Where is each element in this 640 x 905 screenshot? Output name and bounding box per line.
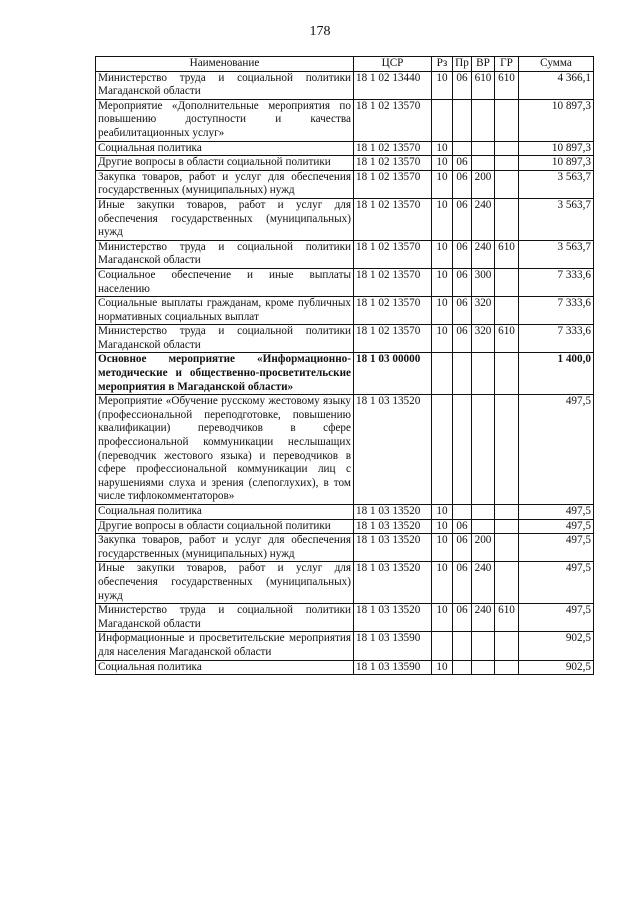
cell-rz: 10 [432, 71, 453, 99]
cell-gr: 610 [495, 71, 519, 99]
table-row [96, 156, 594, 171]
cell-sum: 902,5 [519, 660, 594, 675]
cell-csr: 18 1 03 13520 [354, 519, 432, 534]
cell-sum: 902,5 [519, 632, 594, 660]
cell-gr [495, 99, 519, 141]
cell-csr: 18 1 02 13570 [354, 170, 432, 198]
cell-pr: 06 [453, 519, 472, 534]
cell-rz: 10 [432, 240, 453, 268]
cell-csr: 18 1 02 13570 [354, 325, 432, 353]
cell-gr [495, 562, 519, 604]
table-row [96, 268, 594, 296]
cell-name: Мероприятие «Обучение русскому жестовому языку (профессиональной переподготовке, повышению квалификации) переводчиков в сфере профессиональной коммуникации неслышащих (переводчик жестового языка) и переводчиков в сфере профессиональной коммуникации лиц с нарушениями слуха и зрения (слепоглухих), в том числе тифлокомментаторов» [96, 395, 354, 505]
cell-vr [472, 505, 495, 520]
cell-gr [495, 170, 519, 198]
cell-sum: 497,5 [519, 519, 594, 534]
cell-pr: 06 [453, 562, 472, 604]
header-rz: Рз [432, 57, 453, 72]
cell-vr: 240 [472, 562, 495, 604]
cell-name: Иные закупки товаров, работ и услуг для обеспечения государственных (муниципальных) нужд [96, 562, 354, 604]
cell-vr [472, 353, 495, 395]
cell-rz: 10 [432, 141, 453, 156]
cell-csr: 18 1 02 13570 [354, 99, 432, 141]
cell-csr: 18 1 03 13590 [354, 660, 432, 675]
cell-gr: 610 [495, 325, 519, 353]
cell-sum: 497,5 [519, 534, 594, 562]
page-number: 178 [309, 24, 331, 39]
cell-gr [495, 505, 519, 520]
cell-rz [432, 99, 453, 141]
cell-sum: 7 333,6 [519, 297, 594, 325]
cell-name: Министерство труда и социальной политики Магаданской области [96, 604, 354, 632]
cell-pr [453, 99, 472, 141]
cell-name: Основное мероприятие «Информационно-методические и общественно-просветительские мероприятия в Магаданской области» [96, 353, 354, 395]
cell-pr: 06 [453, 534, 472, 562]
header-gr: ГР [495, 57, 519, 72]
table-row [96, 519, 594, 534]
cell-sum: 497,5 [519, 604, 594, 632]
cell-csr: 18 1 02 13570 [354, 240, 432, 268]
cell-rz: 10 [432, 660, 453, 675]
cell-rz: 10 [432, 562, 453, 604]
cell-rz: 10 [432, 170, 453, 198]
cell-csr: 18 1 02 13570 [354, 198, 432, 240]
table-row [96, 71, 594, 99]
cell-csr: 18 1 03 13520 [354, 395, 432, 505]
cell-csr: 18 1 03 13520 [354, 505, 432, 520]
table-row [96, 562, 594, 604]
cell-csr: 18 1 02 13570 [354, 297, 432, 325]
cell-gr: 610 [495, 240, 519, 268]
table-row [96, 240, 594, 268]
cell-sum: 7 333,6 [519, 325, 594, 353]
cell-vr: 240 [472, 240, 495, 268]
table-row [96, 325, 594, 353]
cell-pr [453, 141, 472, 156]
header-vr: ВР [472, 57, 495, 72]
cell-name: Социальные выплаты гражданам, кроме публичных нормативных социальных выплат [96, 297, 354, 325]
cell-name: Другие вопросы в области социальной политики [96, 156, 354, 171]
cell-sum: 3 563,7 [519, 170, 594, 198]
cell-name: Социальная политика [96, 505, 354, 520]
cell-rz [432, 632, 453, 660]
cell-pr [453, 505, 472, 520]
cell-sum: 3 563,7 [519, 198, 594, 240]
cell-pr [453, 660, 472, 675]
table-row [96, 395, 594, 505]
cell-rz: 10 [432, 198, 453, 240]
cell-rz [432, 353, 453, 395]
cell-name: Другие вопросы в области социальной политики [96, 519, 354, 534]
budget-table [95, 56, 594, 675]
cell-csr: 18 1 03 13590 [354, 632, 432, 660]
cell-gr [495, 198, 519, 240]
cell-vr [472, 660, 495, 675]
cell-name: Информационные и просветительские мероприятия для населения Магаданской области [96, 632, 354, 660]
cell-rz: 10 [432, 268, 453, 296]
cell-rz: 10 [432, 505, 453, 520]
cell-vr: 200 [472, 170, 495, 198]
cell-gr [495, 141, 519, 156]
cell-vr: 610 [472, 71, 495, 99]
cell-sum: 497,5 [519, 562, 594, 604]
table-row [96, 297, 594, 325]
cell-name: Министерство труда и социальной политики Магаданской области [96, 240, 354, 268]
cell-sum: 10 897,3 [519, 141, 594, 156]
cell-sum: 7 333,6 [519, 268, 594, 296]
cell-sum: 4 366,1 [519, 71, 594, 99]
header-pr: Пр [453, 57, 472, 72]
table-row [96, 198, 594, 240]
cell-sum: 497,5 [519, 395, 594, 505]
cell-vr [472, 395, 495, 505]
cell-sum: 10 897,3 [519, 156, 594, 171]
cell-gr [495, 660, 519, 675]
cell-pr: 06 [453, 604, 472, 632]
cell-name: Закупка товаров, работ и услуг для обеспечения государственных (муниципальных) нужд [96, 170, 354, 198]
cell-vr [472, 99, 495, 141]
cell-sum: 1 400,0 [519, 353, 594, 395]
cell-gr [495, 353, 519, 395]
cell-name: Министерство труда и социальной политики Магаданской области [96, 325, 354, 353]
cell-name: Социальная политика [96, 141, 354, 156]
cell-pr [453, 395, 472, 505]
table-row [96, 632, 594, 660]
header-sum: Сумма [519, 57, 594, 72]
table-row [96, 141, 594, 156]
cell-rz: 10 [432, 325, 453, 353]
cell-vr: 320 [472, 325, 495, 353]
cell-gr [495, 632, 519, 660]
table-row [96, 505, 594, 520]
cell-pr: 06 [453, 71, 472, 99]
cell-pr [453, 632, 472, 660]
cell-vr [472, 156, 495, 171]
cell-pr: 06 [453, 170, 472, 198]
cell-pr: 06 [453, 325, 472, 353]
cell-csr: 18 1 02 13570 [354, 141, 432, 156]
cell-pr: 06 [453, 240, 472, 268]
cell-vr [472, 519, 495, 534]
table-row [96, 99, 594, 141]
cell-gr [495, 268, 519, 296]
cell-name: Закупка товаров, работ и услуг для обеспечения государственных (муниципальных) нужд [96, 534, 354, 562]
cell-name: Министерство труда и социальной политики Магаданской области [96, 71, 354, 99]
cell-vr: 200 [472, 534, 495, 562]
cell-rz: 10 [432, 156, 453, 171]
cell-gr [495, 534, 519, 562]
cell-pr: 06 [453, 156, 472, 171]
cell-csr: 18 1 03 13520 [354, 604, 432, 632]
cell-gr [495, 156, 519, 171]
cell-gr [495, 519, 519, 534]
table-row [96, 534, 594, 562]
cell-csr: 18 1 03 13520 [354, 534, 432, 562]
cell-rz: 10 [432, 534, 453, 562]
cell-csr: 18 1 02 13570 [354, 156, 432, 171]
cell-vr [472, 632, 495, 660]
cell-name: Социальное обеспечение и иные выплаты населению [96, 268, 354, 296]
cell-csr: 18 1 03 13520 [354, 562, 432, 604]
table-row [96, 353, 594, 395]
cell-pr [453, 353, 472, 395]
cell-vr: 240 [472, 198, 495, 240]
cell-name: Мероприятие «Дополнительные мероприятия по повышению доступности и качества реабилитационных услуг» [96, 99, 354, 141]
cell-vr: 300 [472, 268, 495, 296]
cell-sum: 497,5 [519, 505, 594, 520]
cell-csr: 18 1 02 13570 [354, 268, 432, 296]
cell-name: Иные закупки товаров, работ и услуг для обеспечения государственных (муниципальных) нужд [96, 198, 354, 240]
cell-vr: 320 [472, 297, 495, 325]
cell-csr: 18 1 02 13440 [354, 71, 432, 99]
table-header-row [96, 57, 594, 72]
cell-name: Социальная политика [96, 660, 354, 675]
cell-rz: 10 [432, 604, 453, 632]
table-body [96, 71, 594, 675]
cell-rz [432, 395, 453, 505]
cell-sum: 3 563,7 [519, 240, 594, 268]
cell-gr: 610 [495, 604, 519, 632]
cell-pr: 06 [453, 297, 472, 325]
table-row [96, 170, 594, 198]
table-row [96, 660, 594, 675]
header-name: Наименование [96, 57, 354, 72]
header-csr: ЦСР [354, 57, 432, 72]
cell-pr: 06 [453, 268, 472, 296]
table-row [96, 604, 594, 632]
cell-rz: 10 [432, 297, 453, 325]
cell-pr: 06 [453, 198, 472, 240]
cell-vr [472, 141, 495, 156]
cell-gr [495, 395, 519, 505]
cell-rz: 10 [432, 519, 453, 534]
cell-sum: 10 897,3 [519, 99, 594, 141]
cell-csr: 18 1 03 00000 [354, 353, 432, 395]
cell-vr: 240 [472, 604, 495, 632]
cell-gr [495, 297, 519, 325]
